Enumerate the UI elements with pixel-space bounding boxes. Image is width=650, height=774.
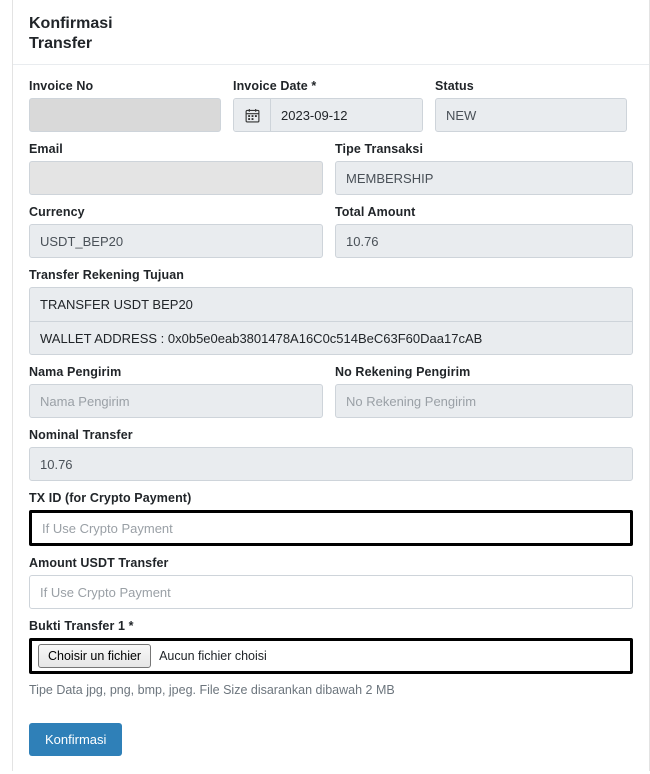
total-amount-value: 10.76 [335,224,633,258]
field-invoice-date [233,79,423,132]
page-title: Konfirmasi Transfer [29,15,113,52]
status-value: NEW [435,98,627,132]
field-transfer-rekening-tujuan [29,268,633,355]
form-row-nominal [29,428,633,481]
no-rekening-pengirim-input[interactable]: No Rekening Pengirim [335,384,633,418]
status-label: Status [435,79,474,93]
nominal-transfer-label: Nominal Transfer [29,428,133,442]
card-header [13,0,649,65]
invoice-date-input[interactable]: 2023-09-12 [271,99,422,131]
field-bukti-transfer [29,619,633,697]
bukti-transfer-hint: Tipe Data jpg, png, bmp, jpeg. File Size disarankan dibawah 2 MB [29,683,395,697]
tx-id-input[interactable]: If Use Crypto Payment [29,510,633,546]
file-input-row[interactable] [32,644,630,668]
currency-value: USDT_BEP20 [29,224,323,258]
field-no-rekening-pengirim [335,365,633,418]
currency-label: Currency [29,205,85,219]
invoice-no-label: Invoice No [29,79,94,93]
konfirmasi-button[interactable]: Konfirmasi [29,723,122,756]
field-total-amount [335,205,633,258]
invoice-no-input [29,98,221,132]
bukti-transfer-file-input[interactable] [29,638,633,674]
no-rekening-pengirim-label: No Rekening Pengirim [335,365,471,379]
field-currency [29,205,323,258]
field-amount-usdt-transfer [29,556,633,609]
form-row-tx-id [29,491,633,546]
form-row-amount-usdt [29,556,633,609]
submit-row [29,723,633,774]
nama-pengirim-input[interactable]: Nama Pengirim [29,384,323,418]
field-tipe-transaksi [335,142,633,195]
field-nama-pengirim [29,365,323,418]
form-row-email [29,142,633,195]
form-row-pengirim [29,365,633,418]
form-row-rekening-tujuan [29,268,633,355]
form-row-currency [29,205,633,258]
form-row-bukti-transfer [29,619,633,697]
bukti-transfer-label: Bukti Transfer 1 * [29,619,134,633]
calendar-icon[interactable] [234,99,271,131]
amount-usdt-transfer-input[interactable]: If Use Crypto Payment [29,575,633,609]
email-label: Email [29,142,63,156]
nama-pengirim-label: Nama Pengirim [29,365,122,379]
field-status [435,79,627,132]
transfer-bank-line: TRANSFER USDT BEP20 [40,297,193,312]
field-invoice-no [29,79,221,132]
konfirmasi-transfer-card [12,0,650,771]
tipe-transaksi-value: MEMBERSHIP [335,161,633,195]
form-body [13,65,649,774]
field-nominal-transfer [29,428,633,481]
choose-file-button[interactable]: Choisir un fichier [38,644,151,668]
total-amount-label: Total Amount [335,205,416,219]
field-tx-id [29,491,633,546]
tipe-transaksi-label: Tipe Transaksi [335,142,424,156]
nominal-transfer-value: 10.76 [29,447,633,481]
transfer-rekening-tujuan-label: Transfer Rekening Tujuan [29,268,184,282]
wallet-address-line: WALLET ADDRESS : 0x0b5e0eab3801478A16C0c514BeC63F60Daa17cAB [30,321,632,354]
email-input [29,161,323,195]
invoice-date-label: Invoice Date * [233,79,317,93]
file-status-text: Aucun fichier choisi [159,649,267,663]
form-row-invoice [29,79,633,132]
amount-usdt-transfer-label: Amount USDT Transfer [29,556,169,570]
field-email [29,142,323,195]
tx-id-label: TX ID (for Crypto Payment) [29,491,192,505]
transfer-rekening-tujuan-box [29,287,633,355]
invoice-date-group[interactable] [233,98,423,132]
